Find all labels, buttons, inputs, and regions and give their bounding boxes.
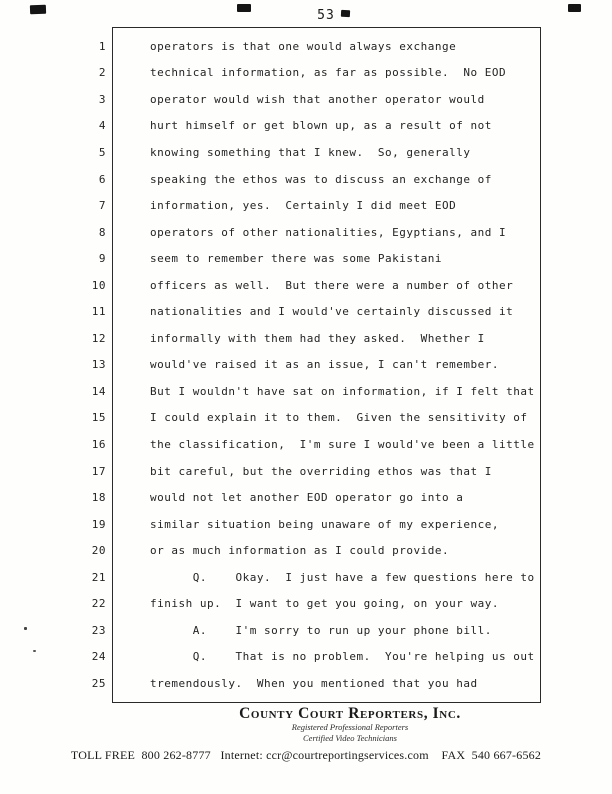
line-text: finish up. I want to get you going, on your way. bbox=[150, 597, 500, 611]
line-text: information, yes. Certainly I did meet EOD bbox=[150, 199, 457, 213]
company-name: County Court Reporters, Inc. bbox=[239, 705, 461, 722]
line-text: would not let another EOD operator go into a bbox=[150, 491, 464, 505]
line-text: Q. Okay. I just have a few questions here to bbox=[150, 570, 535, 584]
line-text: operator would wish that another operator would bbox=[150, 92, 485, 106]
line-number: 14 bbox=[91, 384, 106, 398]
line-number: 5 bbox=[98, 145, 106, 159]
transcript-line bbox=[66, 272, 535, 299]
transcript-line bbox=[66, 113, 535, 140]
footer-contact-line: TOLL FREE 800 262-8777 Internet: ccr@courtreportingservices.com FAX 540 667-6562 bbox=[70, 748, 542, 762]
company-tagline-2: Certified Video Technicians bbox=[303, 732, 397, 743]
transcript-line bbox=[66, 352, 535, 379]
transcript-line bbox=[66, 511, 535, 538]
line-number: 1 bbox=[98, 39, 106, 53]
transcript-line bbox=[66, 33, 535, 60]
line-text: tremendously. When you mentioned that you had bbox=[150, 676, 478, 690]
line-number: 13 bbox=[91, 358, 106, 372]
line-text: or as much information as I could provide. bbox=[150, 544, 450, 558]
transcript-line bbox=[66, 60, 535, 87]
line-text: speaking the ethos was to discuss an exchange of bbox=[150, 172, 492, 186]
transcript-line bbox=[66, 670, 535, 697]
transcript-line bbox=[66, 484, 535, 511]
line-text: operators of other nationalities, Egyptians, and I bbox=[150, 225, 507, 239]
line-text: hurt himself or get blown up, as a result of not bbox=[150, 119, 492, 133]
line-number: 21 bbox=[91, 570, 106, 584]
line-number: 3 bbox=[98, 92, 106, 106]
line-number: 19 bbox=[91, 517, 106, 531]
transcript-line bbox=[66, 298, 535, 325]
line-number: 24 bbox=[91, 650, 106, 664]
line-number: 10 bbox=[91, 278, 106, 292]
line-number: 11 bbox=[91, 305, 106, 319]
line-number: 23 bbox=[91, 623, 106, 637]
line-number: 15 bbox=[91, 411, 106, 425]
transcript-body bbox=[66, 33, 535, 697]
scan-artifact bbox=[24, 627, 27, 630]
line-text: seem to remember there was some Pakistani bbox=[150, 252, 443, 266]
line-text: knowing something that I knew. So, generally bbox=[150, 145, 471, 159]
line-text: officers as well. But there were a number of other bbox=[150, 278, 514, 292]
line-text: But I wouldn't have sat on information, if I felt that bbox=[150, 384, 535, 398]
line-number: 16 bbox=[91, 437, 106, 451]
page-number: 53 bbox=[317, 8, 335, 23]
transcript-line bbox=[66, 590, 535, 617]
line-number: 2 bbox=[98, 66, 106, 80]
line-text: I could explain it to them. Given the sensitivity of bbox=[150, 411, 528, 425]
transcript-line bbox=[66, 219, 535, 246]
line-text: informally with them had they asked. Whether I bbox=[150, 331, 485, 345]
line-text: nationalities and I would've certainly discussed it bbox=[150, 305, 514, 319]
line-text: Q. That is no problem. You're helping us out bbox=[150, 650, 535, 664]
line-text: bit careful, but the overriding ethos was that I bbox=[150, 464, 492, 478]
line-number: 12 bbox=[91, 331, 106, 345]
footer-company-block bbox=[90, 705, 610, 743]
line-number: 22 bbox=[91, 597, 106, 611]
transcript-line bbox=[66, 431, 535, 458]
transcript-line bbox=[66, 405, 535, 432]
line-number: 20 bbox=[91, 544, 106, 558]
scan-artifact bbox=[30, 5, 46, 15]
scan-artifact bbox=[33, 650, 36, 652]
transcript-line bbox=[66, 166, 535, 193]
line-number: 18 bbox=[91, 491, 106, 505]
line-number: 7 bbox=[98, 199, 106, 213]
line-text: technical information, as far as possible. No EOD bbox=[150, 66, 507, 80]
line-text: would've raised it as an issue, I can't remember. bbox=[150, 358, 500, 372]
transcript-line bbox=[66, 192, 535, 219]
line-number: 4 bbox=[98, 119, 106, 133]
transcript-line bbox=[66, 617, 535, 644]
line-text: the classification, I'm sure I would've been a little bbox=[150, 437, 535, 451]
line-text: operators is that one would always exchange bbox=[150, 39, 457, 53]
transcript-line bbox=[66, 564, 535, 591]
transcript-line bbox=[66, 458, 535, 485]
line-number: 8 bbox=[98, 225, 106, 239]
company-tagline-1: Registered Professional Reporters bbox=[291, 722, 409, 732]
transcript-line bbox=[66, 325, 535, 352]
transcript-line bbox=[66, 378, 535, 405]
line-number: 25 bbox=[91, 676, 106, 690]
transcript-line bbox=[66, 644, 535, 671]
transcript-line bbox=[66, 139, 535, 166]
line-number: 17 bbox=[91, 464, 106, 478]
line-number: 6 bbox=[98, 172, 106, 186]
scan-artifact bbox=[568, 4, 581, 12]
line-number: 9 bbox=[98, 252, 106, 266]
transcript-line bbox=[66, 245, 535, 272]
transcript-line bbox=[66, 537, 535, 564]
transcript-line bbox=[66, 86, 535, 113]
line-text: A. I'm sorry to run up your phone bill. bbox=[150, 623, 492, 637]
line-text: similar situation being unaware of my experience, bbox=[150, 517, 500, 531]
